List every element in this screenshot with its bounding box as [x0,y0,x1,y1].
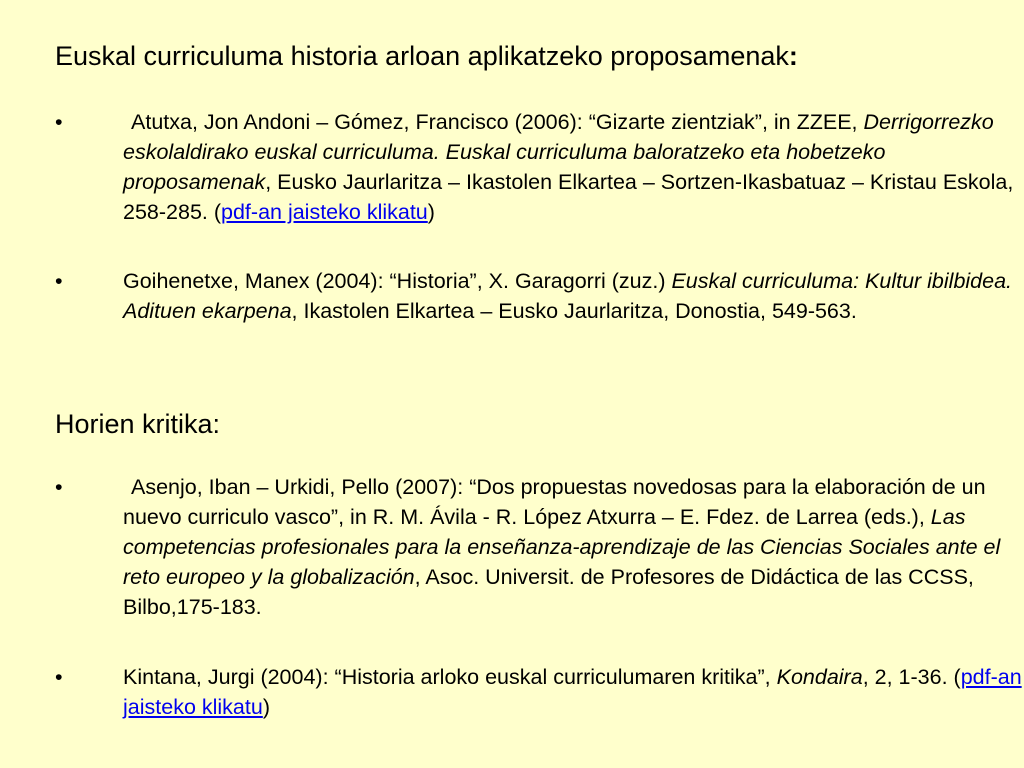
reference-asenjo-urkidi [55,472,1015,622]
reference-text: ) [262,695,270,719]
reference-body [123,107,1023,227]
bullet: • [55,269,63,293]
reference-text: , Asoc. Universit. de Profesores de Didáctica de las CCSS, Bilbo,175-183. [123,565,974,619]
bullet: • [55,665,63,689]
reference-text: , Ikastolen Elkartea – Eusko Jaurlaritza, Donostia, 549-563. [291,299,857,323]
reference-atutxa-gomez [55,107,1015,227]
reference-title-italic: Las competencias profesionales para la enseñanza-aprendizaje de las Ciencias Sociales ante el reto europeo y la globalización [123,505,1001,589]
reference-title-italic: Derrigorrezko eskolaldirako euskal curriculuma. Euskal curriculuma baloratzeko eta hobetzeko proposamenak [123,110,994,194]
section-heading-colon: : [788,41,798,71]
section-heading-proposals [55,40,798,72]
bullet: • [55,110,63,134]
reference-body [123,662,1023,722]
section-heading-critique: Horien kritika: [55,409,221,439]
section-heading-proposals-text: Euskal curriculuma historia arloan aplikatzeko proposamenak [55,41,789,71]
bullet: • [55,475,63,499]
reference-text: Goihenetxe, Manex (2004): “Historia”, X. Garagorri (zuz.) [123,269,672,293]
reference-text: , Eusko Jaurlaritza – Ikastolen Elkartea – Sortzen-Ikasbatuaz – Kristau Eskola, 258-285. ( [123,170,1014,224]
reference-text: Asenjo, Iban – Urkidi, Pello (2007): “Dos propuestas novedosas para la elaboración de un nuevo curriculo vasco”, in R. M. Ávila - R. López Atxurra – E. Fdez. de Larrea (eds.), [123,475,986,529]
pdf-download-link-kintana[interactable]: pdf-an jaisteko klikatu [123,665,1022,719]
reference-title-italic: Euskal curriculuma: Kultur ibilbidea. Adituen ekarpena [123,269,1013,323]
pdf-download-link-atutxa[interactable]: pdf-an jaisteko klikatu [221,200,428,224]
reference-title-italic: Kondaira [776,665,863,689]
reference-text: , 2, 1-36. ( [862,665,961,689]
reference-kintana [55,662,1022,722]
reference-goihenetxe [55,266,1015,326]
reference-text: Kintana, Jurgi (2004): “Historia arloko euskal curriculumaren kritika”, [123,665,777,689]
reference-text: ) [427,200,435,224]
reference-body [123,266,1023,326]
reference-body [123,472,1023,622]
reference-text: Atutxa, Jon Andoni – Gómez, Francisco (2006): “Gizarte zientziak”, in ZZEE, [131,110,864,134]
